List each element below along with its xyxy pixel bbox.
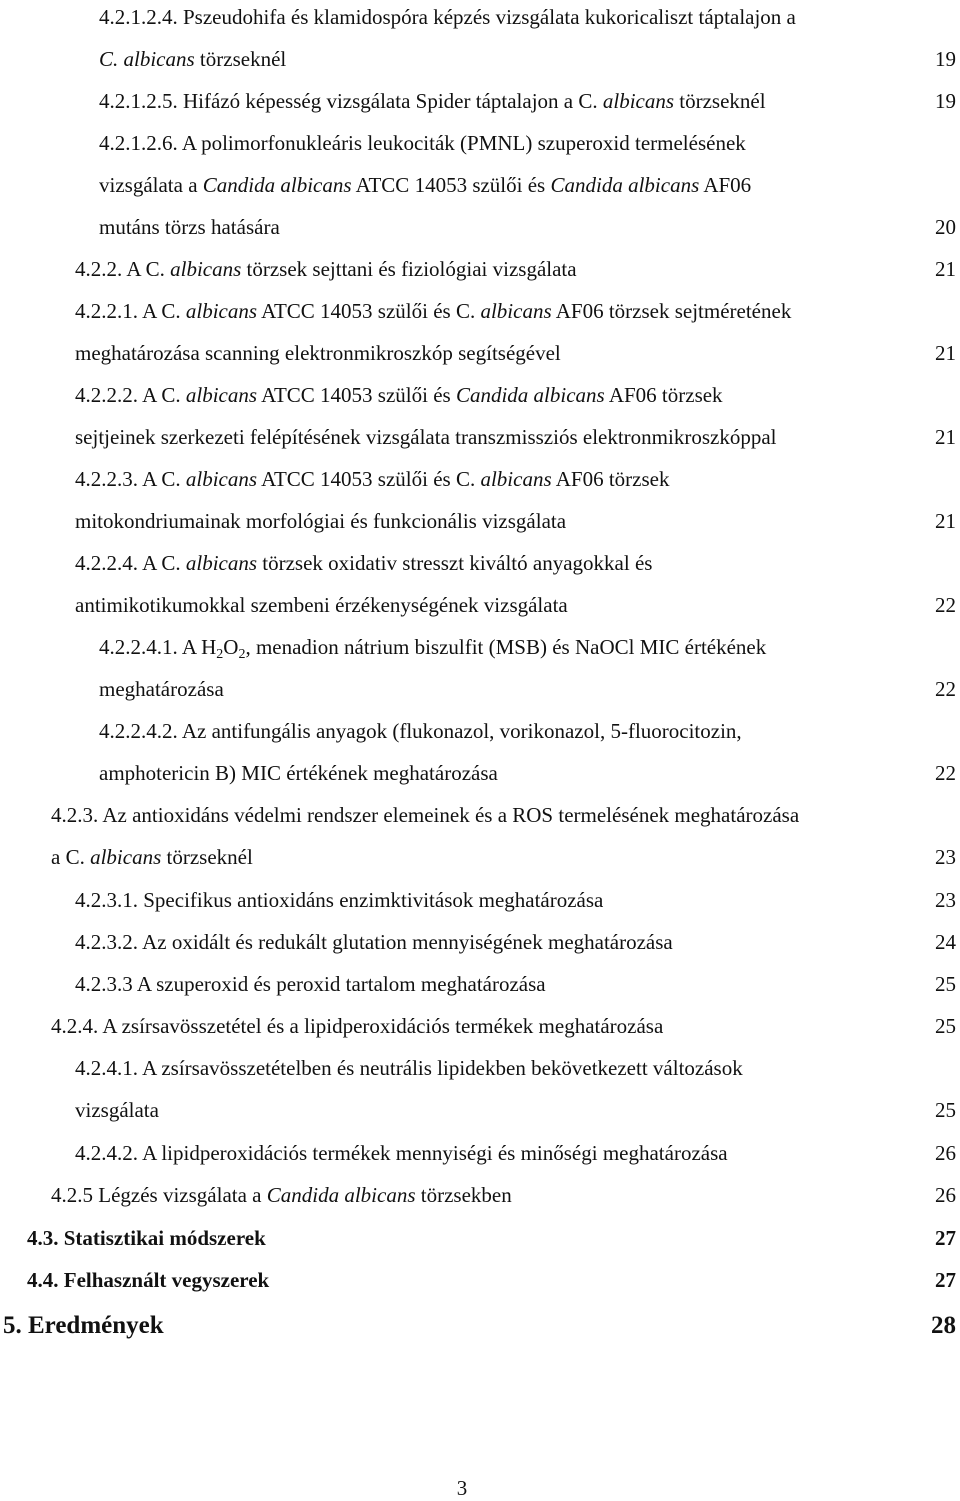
toc-entry-line: 4.2.1.2.4. Pszeudohifa és klamidospóra képzés vizsgálata kukoricaliszt táptalajon a	[99, 5, 796, 29]
toc-entry-line: 4.2.2. A C. albicans törzsek sejttani és fiziológiai vizsgálata	[75, 257, 577, 281]
toc-entry-line: 4.2.3.3 A szuperoxid és peroxid tartalom meghatározása	[75, 972, 546, 996]
toc-entry-line: amphotericin B) MIC értékének meghatározása	[99, 761, 498, 785]
toc-page-number: 23	[935, 888, 956, 912]
toc-page-number: 25	[935, 972, 956, 996]
toc-page-number: 19	[935, 89, 956, 113]
toc-entry-line: mitokondriumainak morfológiai és funkcionális vizsgálata	[75, 509, 567, 533]
toc-entry-line: 4.2.4.2. A lipidperoxidációs termékek mennyiségi és minőségi meghatározása	[75, 1141, 728, 1165]
toc-section-heading: 4.3. Statisztikai módszerek	[27, 1226, 266, 1250]
toc-entry-line: 4.2.4. A zsírsavösszetétel és a lipidperoxidációs termékek meghatározása	[51, 1014, 664, 1038]
toc-page-number: 21	[935, 425, 956, 449]
toc-entry-line: 4.2.3.1. Specifikus antioxidáns enzimktivitások meghatározása	[75, 888, 604, 912]
toc-page-number: 21	[935, 509, 956, 533]
toc-page-number: 25	[935, 1014, 956, 1038]
toc-page-number: 27	[935, 1226, 956, 1250]
toc-entry-line: vizsgálata a Candida albicans ATCC 14053 szülői és Candida albicans AF06	[99, 173, 752, 197]
toc-entry-line: 4.2.1.2.6. A polimorfonukleáris leukociták (PMNL) szuperoxid termelésének	[99, 131, 746, 155]
toc-page-number: 22	[935, 677, 956, 701]
toc-page-number: 22	[935, 593, 956, 617]
toc-entry-line: meghatározása scanning elektronmikroszkóp segítségével	[75, 341, 561, 365]
toc-page-number: 23	[935, 845, 956, 869]
toc-entry-line: a C. albicans törzseknél	[51, 845, 253, 869]
toc-entry-line: 4.2.1.2.5. Hifázó képesség vizsgálata Spider táptalajon a C. albicans törzseknél	[99, 89, 766, 113]
toc-entry-line: 4.2.2.4.1. A $H_2O_2$, menadion nátrium biszulfit (MSB) és NaOCl MIC értékének	[99, 635, 767, 662]
toc-entry-line: 4.2.4.1. A zsírsavösszetételben és neutrális lipidekben bekövetkezett változások	[75, 1056, 743, 1080]
toc-page-number: 25	[935, 1098, 956, 1122]
toc-entry-line: vizsgálata	[75, 1098, 159, 1122]
toc-chapter-heading: 5. Eredmények	[3, 1312, 164, 1339]
toc-entry-line: 4.2.2.1. A C. albicans ATCC 14053 szülői és C. albicans AF06 törzsek sejtméretének	[75, 299, 792, 323]
toc-entry-line: C. albicans törzseknél	[99, 47, 287, 71]
toc-page-number: 21	[935, 341, 956, 365]
toc-entry-line: 4.2.5 Légzés vizsgálata a Candida albicans törzsekben	[51, 1183, 512, 1207]
toc-entry-line: 4.2.2.3. A C. albicans ATCC 14053 szülői és C. albicans AF06 törzsek	[75, 467, 670, 491]
toc-page-number: 24	[935, 930, 956, 954]
toc-page-number: 20	[935, 215, 956, 239]
toc-entry-line: sejtjeinek szerkezeti felépítésének vizsgálata transzmissziós elektronmikroszkóppal	[75, 425, 777, 449]
toc-entry-line: 4.2.2.2. A C. albicans ATCC 14053 szülői és Candida albicans AF06 törzsek	[75, 383, 723, 407]
page-number-footer: 3	[456, 1476, 468, 1500]
toc-entry-line: 4.2.2.4. A C. albicans törzsek oxidativ stresszt kiváltó anyagokkal és	[75, 551, 653, 575]
toc-page-number: 26	[935, 1141, 956, 1165]
toc-entry-line: antimikotikumokkal szembeni érzékenységének vizsgálata	[75, 593, 568, 617]
toc-entry-line: 4.2.3. Az antioxidáns védelmi rendszer elemeinek és a ROS termelésének meghatározása	[51, 803, 800, 827]
toc-entry-line: 4.2.2.4.2. Az antifungális anyagok (flukonazol, vorikonazol, 5-fluorocitozin,	[99, 719, 742, 743]
toc-entry-line: mutáns törzs hatására	[99, 215, 280, 239]
toc-page-number: 27	[935, 1268, 956, 1292]
toc-page-number: 19	[935, 47, 956, 71]
toc-entry-line: 4.2.3.2. Az oxidált és redukált glutation mennyiségének meghatározása	[75, 930, 673, 954]
toc-page-number: 21	[935, 257, 956, 281]
toc-section-heading: 4.4. Felhasznált vegyszerek	[27, 1268, 270, 1292]
toc-entry-line: meghatározása	[99, 677, 224, 701]
toc-page-number: 28	[931, 1312, 956, 1339]
toc-page-number: 26	[935, 1183, 956, 1207]
toc-page-number: 22	[935, 761, 956, 785]
